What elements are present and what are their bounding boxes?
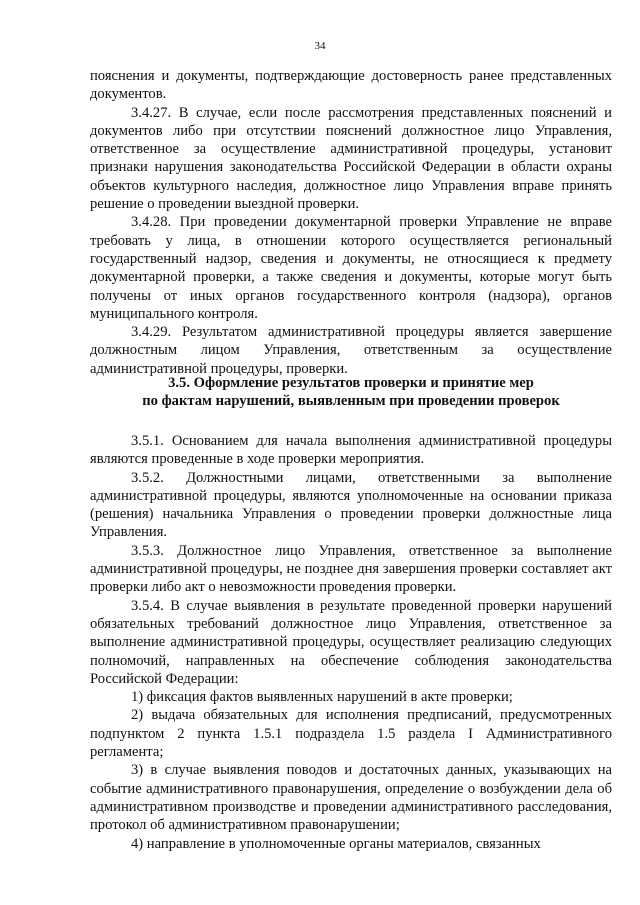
body-text-top bbox=[90, 67, 612, 378]
paragraph-3-5-3: 3.5.3. Должностное лицо Управления, ответственное за выполнение административной процедуры, не позднее дня завершения проверки составляет акт проверки либо акт о невозможности проведения проверки. bbox=[90, 542, 612, 596]
paragraph-3-4-29: 3.4.29. Результатом административной процедуры является завершение должностным лицом Управления, ответственным за осуществление административной процедуры, проверки. bbox=[90, 324, 612, 377]
list-item-4: 4) направление в уполномоченные органы материалов, связанных bbox=[131, 835, 541, 852]
section-heading bbox=[90, 374, 612, 411]
paragraph-continuation: пояснения и документы, подтверждающие достоверность ранее представленных документов. bbox=[90, 68, 612, 103]
list-item-2: 2) выдача обязательных для исполнения предписаний, предусмотренных подпунктом 2 пункта 1.5.1 подраздела 1.5 раздела I Административного регламента; bbox=[90, 707, 612, 761]
page-number: 34 bbox=[314, 40, 326, 52]
paragraph-3-4-27: 3.4.27. В случае, если после рассмотрения представленных пояснений и документов либо при отсутствии пояснений должностное лицо Управления, ответственное за осуществление административной процедуры, установит признаки нарушения законодательства Российской Федерации в области охраны объектов культурного наследия, должностное лицо Управления вправе принять решение о проведении выездной проверки. bbox=[90, 104, 612, 213]
list-item-3: 3) в случае выявления поводов и достаточных данных, указывающих на событие административного правонарушения, определение о возбуждении дела об административном производстве и проведении административного расследования, протокол об административном правонарушении; bbox=[90, 762, 612, 834]
list-item-1: 1) фиксация фактов выявленных нарушений в акте проверки; bbox=[131, 689, 513, 706]
paragraph-3-4-28: 3.4.28. При проведении документарной проверки Управление не вправе требовать у лица, в отношении которого осуществляется региональный государственный надзор, сведения и документы, не относящиеся к предмету документарной проверки, а также сведения и документы, которые могут быть получены от иных органов государственного контроля (надзора), органов муниципального контроля. bbox=[90, 214, 612, 322]
paragraph-3-5-1: 3.5.1. Основанием для начала выполнения административной процедуры являются проведенные в ходе проверки мероприятия. bbox=[90, 433, 612, 468]
paragraph-3-5-4: 3.5.4. В случае выявления в результате проведенной проверки нарушений обязательных требований должностное лицо Управления, ответственное за выполнение административной процедуры, осуществляет реализацию следующих полномочий, направленных на обеспечение соблюдения законодательства Российской Федерации: bbox=[90, 597, 612, 687]
paragraph-3-5-2: 3.5.2. Должностными лицами, ответственными за выполнение административной процедуры, являются уполномоченные на основании приказа (решения) начальника Управления о проведении проверки должностные лица Управления. bbox=[90, 469, 612, 541]
body-text-section-3-5 bbox=[90, 432, 612, 853]
section-heading-line-1: 3.5. Оформление результатов проверки и принятие мер bbox=[168, 375, 534, 391]
section-heading-line-2: по фактам нарушений, выявленным при проведении проверок bbox=[142, 393, 560, 410]
